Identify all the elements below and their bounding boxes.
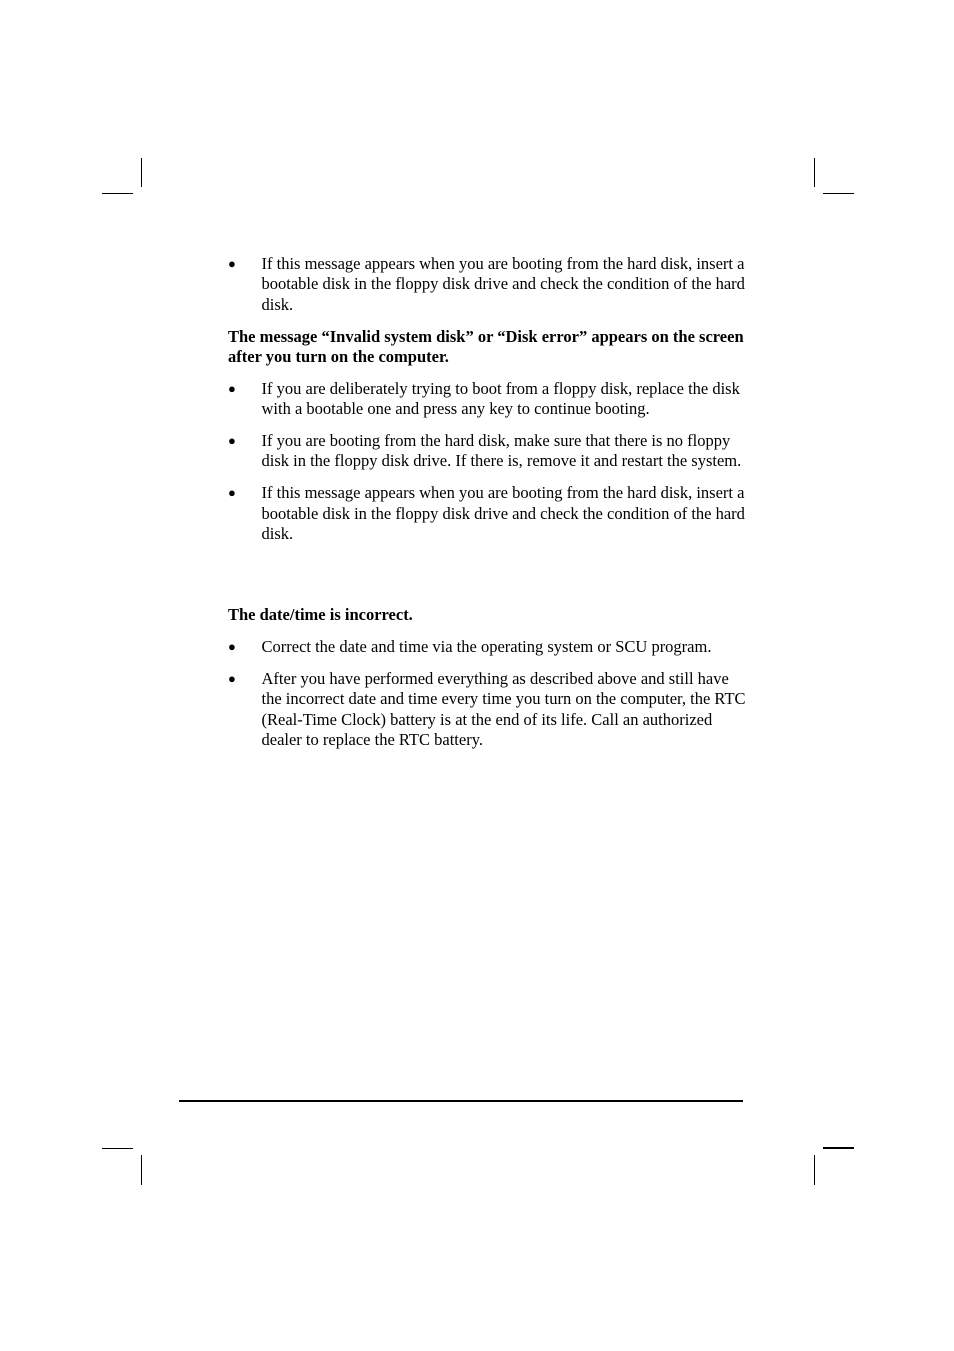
- bullet-icon: ●: [228, 670, 236, 686]
- bullet-icon: ●: [228, 380, 236, 396]
- section-heading: The date/time is incorrect.: [228, 605, 413, 624]
- list-item-text: If you are booting from the hard disk, make sure that there is no floppy disk in the floppy disk drive. If there is, remove it and restart the system.: [261, 431, 742, 471]
- page-content: [228, 254, 748, 762]
- bullet-icon: ●: [228, 485, 236, 501]
- list-item: [228, 254, 748, 315]
- crop-mark-top-left-horizontal: [102, 193, 133, 194]
- section-heading: The message “Invalid system disk” or “Disk error” appears on the screen after you turn on the computer.: [228, 326, 744, 366]
- section-spacer: [228, 556, 748, 605]
- list-item-text: Correct the date and time via the operating system or SCU program.: [261, 636, 712, 656]
- crop-mark-bottom-right-vertical: [814, 1155, 815, 1185]
- list-item: [228, 431, 748, 472]
- crop-mark-bottom-left-vertical: [141, 1155, 142, 1185]
- list-item: [228, 379, 748, 420]
- footer-rule: [179, 1100, 743, 1102]
- list-item-text: If you are deliberately trying to boot from a floppy disk, replace the disk with a bootable one and press any key to continue booting.: [261, 378, 740, 419]
- list-item: [228, 669, 748, 750]
- list-item-text: After you have performed everything as described above and still have the incorrect date and time every time you turn on the computer, the RTC (Real-Time Clock) battery is at the end of its life. Call an authorized dealer to replace the RTC battery.: [261, 668, 746, 749]
- bullet-icon: ●: [228, 256, 236, 271]
- crop-mark-bottom-right-horizontal: [823, 1147, 854, 1149]
- list-item: [228, 637, 748, 657]
- crop-mark-top-right-vertical: [814, 158, 815, 187]
- bullet-icon: ●: [228, 638, 236, 654]
- list-item-text: If this message appears when you are booting from the hard disk, insert a bootable disk in the floppy disk drive and check the condition of the hard disk.: [261, 483, 745, 544]
- list-item-text: If this message appears when you are booting from the hard disk, insert a bootable disk in the floppy disk drive and check the condition of the hard disk.: [261, 254, 745, 314]
- crop-mark-top-left-vertical: [141, 158, 142, 187]
- bullet-icon: ●: [228, 433, 236, 449]
- crop-mark-top-right-horizontal: [823, 193, 854, 194]
- list-item: [228, 483, 748, 544]
- crop-mark-bottom-left-horizontal: [102, 1148, 133, 1149]
